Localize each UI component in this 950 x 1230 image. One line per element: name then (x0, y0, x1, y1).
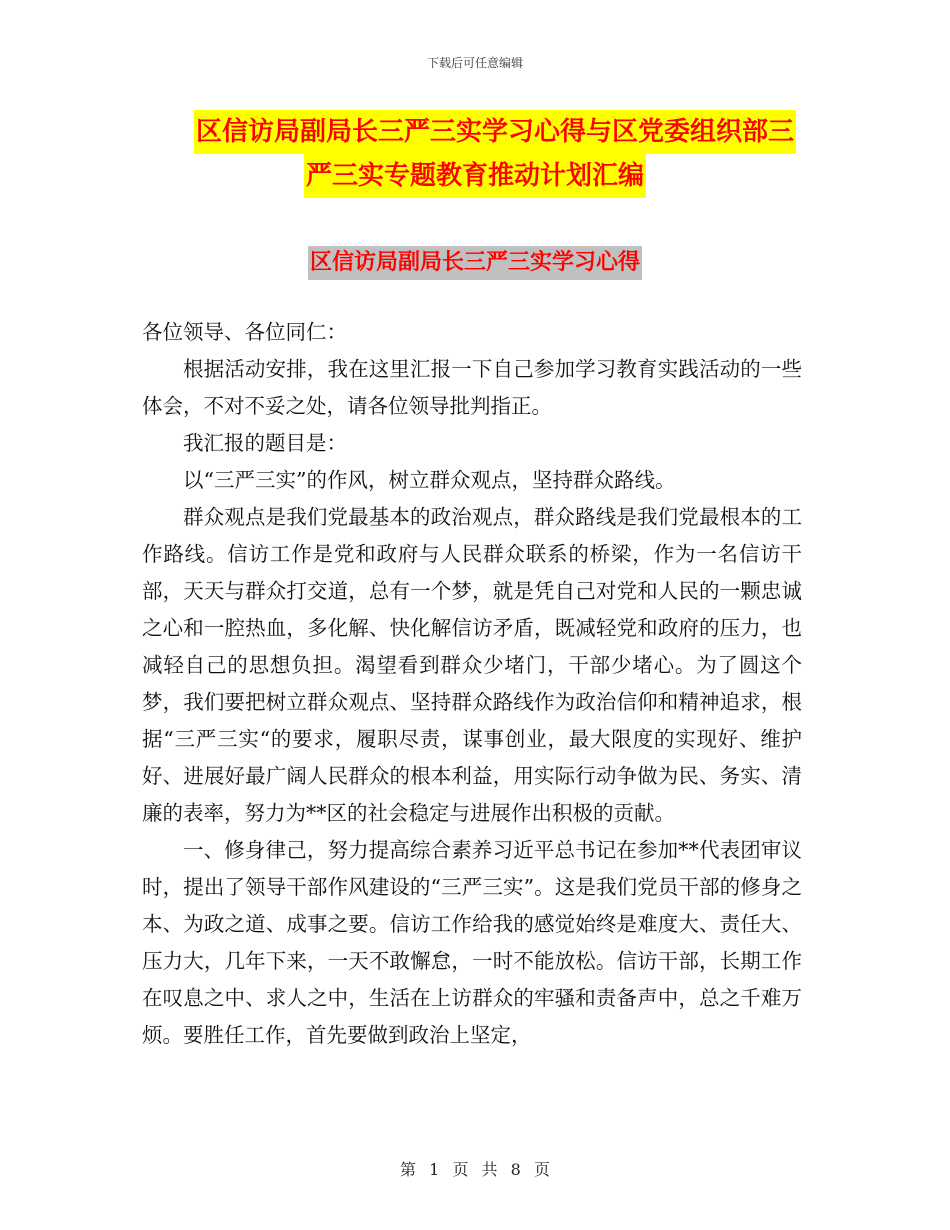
footer-prefix: 第 (400, 1160, 417, 1179)
title-line-2: 严三实专题教育推动计划汇编 (304, 154, 646, 198)
body-paragraph: 群众观点是我们党最基本的政治观点，群众路线是我们党最根本的工作路线。信访工作是党和政府与人民群众联系的桥梁，作为一名信访干部，天天与群众打交道，总有一个梦，就是凭自己对党和人民的一颗忠诚之心和一腔热血，多化解、快化解信访矛盾，既减轻党和政府的压力，也减轻自己的思想负担。渴望看到群众少堵门，干部少堵心。为了圆这个梦，我们要把树立群众观点、坚持群众路线作为政治信仰和精神追求，根据“三严三实“的要求，履职尽责，谋事创业，最大限度的实现好、维护好、进展好最广阔人民群众的根本利益，用实际行动争做为民、务实、清廉的表率，努力为**区的社会稳定与进展作出积极的贡献。 (142, 505, 802, 825)
body-text (142, 314, 802, 1054)
salutation-paragraph: 各位领导、各位同仁： (142, 320, 347, 344)
footer-total-pages: 8 (510, 1160, 521, 1179)
header-note: 下载后可任意编辑 (426, 56, 523, 70)
page-footer (0, 1157, 950, 1180)
footer-suffix: 页 (533, 1160, 550, 1179)
body-paragraph: 我汇报的题目是： (183, 431, 347, 455)
body-paragraph: 以“三严三实”的作风，树立群众观点，坚持群众路线。 (183, 468, 676, 492)
section-subtitle: 区信访局副局长三严三实学习心得 (308, 246, 642, 280)
title-line-1: 区信访局副局长三严三实学习心得与区党委组织部三 (194, 110, 796, 154)
subtitle-wrapper (0, 246, 950, 280)
footer-page-label: 页 (452, 1160, 469, 1179)
body-paragraph: 根据活动安排，我在这里汇报一下自己参加学习教育实践活动的一些体会，不对不妥之处，请各位领导批判指正。 (142, 357, 802, 418)
body-paragraph: 一、修身律己，努力提高综合素养习近平总书记在参加**代表团审议时，提出了领导干部作风建设的“三严三实”。这是我们党员干部的修身之本、为政之道、成事之要。信访工作给我的感觉始终是难度大、责任大、压力大，几年下来，一天不敢懈怠，一时不能放松。信访干部，长期工作在叹息之中、求人之中，生活在上访群众的牢骚和责备声中，总之千难万烦。要胜任工作，首先要做到政治上坚定， (142, 838, 802, 1047)
footer-total-label: 共 (481, 1160, 498, 1179)
document-title (0, 110, 950, 198)
footer-page-number: 1 (429, 1160, 440, 1179)
